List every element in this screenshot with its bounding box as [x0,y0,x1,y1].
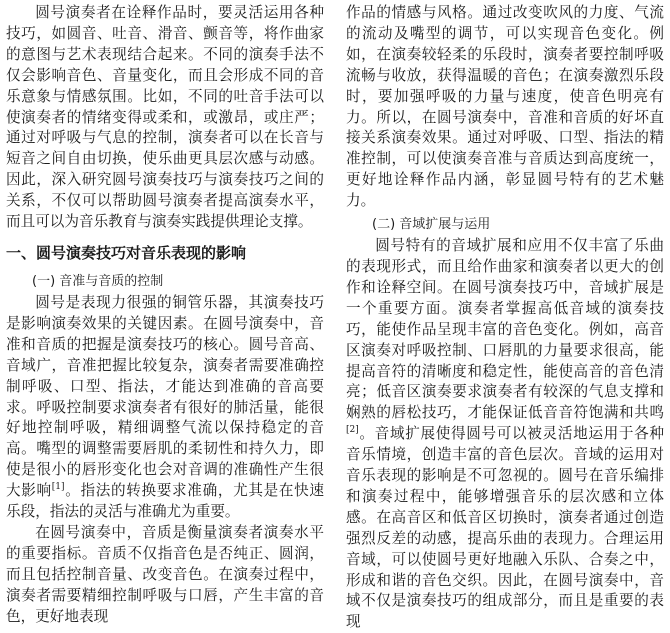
section-heading-1: 一、圆号演奏技巧对音乐表现的影响 [6,243,247,262]
paragraph-tone-quality-continued: 作品的情感与风格。通过改变吹风的力度、气流的流动及嘴型的调节，可以实现音色变化。例如，在演奏较轻柔的乐段时，演奏者要控制呼吸流畅与收放，获得温暖的音色；在演奏激烈乐段时，要加强呼吸的力量与速度，使音色明亮有力。所以，在圆号演奏中，音准和音质的好坏直接关系演奏效果。通过对呼吸、口型、指法的精准控制，可以使演奏音准与音质达到高度统一，更好地诠释作品内涵，彰显圆号特有的艺术魅力。 [346,4,664,210]
paragraph-text-tail: 。音域扩展使得圆号可以被灵活地运用于各种音乐情境，创造丰富的音色层次。音域的运用对音乐表现的影响是不可忽视的。圆号在音乐编排和演奏过程中，能够增强音乐的层次感和立体感。在高音区和低音区切换时，演奏者通过创造强烈反差的动感，提高乐曲的表现力。合理运用音域，可以使圆号更好地融入乐队、合奏之中，形成和谐的音色交织。因此，在圆号演奏中，音域不仅是演奏技巧的组成部分，而且是重要的表现 [346,425,664,631]
citation-2: [2] [346,425,359,436]
paragraph-text: 圆号特有的音域扩展和应用不仅丰富了乐曲的表现形式，而且给作曲家和演奏者以更大的创作和诠释空间。在圆号演奏技巧中，音域扩展是一个重要方面。演奏者掌握高低音域的演奏技巧，能使作品呈现丰富的音色变化。例如，高音区演奏对呼吸控制、口唇肌的力量要求很高，能提高音符的清晰度和稳定性，能使高音的音色清亮；低音区演奏要求演奏者有较深的气息支撑和娴熟的唇松技巧，才能保证低音音符饱满和共鸣 [346,237,664,422]
subsection-heading-2: (二) 音域扩展与运用 [372,217,491,233]
right-column [346,3,664,633]
paragraph-pitch-quality [6,293,324,523]
subsection-heading-1: (一) 音准与音质的控制 [32,273,164,289]
paragraph-tone-quality: 在圆号演奏中，音质是衡量演奏者演奏水平的重要指标。音质不仅指音色是否纯正、圆润，而且包括控制音量、改变音色。在演奏过程中，演奏者需要精细控制呼吸与口唇，产生丰富的音色，更好地表现 [6,523,324,625]
intro-paragraph: 圆号演奏者在诠释作品时，要灵活运用各种技巧，如圆音、吐音、滑音、颤音等，将作曲家的意图与艺术表现结合起来。不同的演奏手法不仅会影响音色、音量变化，而且会形成不同的音乐意象与情感氛围。比如，不同的吐音手法可以使演奏者的情绪变得或柔和，或激昂，或庄严；通过对呼吸与气息的控制，演奏者可以在长音与短音之间自由切换，使乐曲更具层次感与动感。因此，深入研究圆号演奏技巧与演奏技巧之间的关系，不仅可以帮助圆号演奏者提高演奏水平，而且可以为音乐教育与演奏实践提供理论支撑。 [6,4,324,231]
paragraph-text: 圆号是表现力很强的铜管乐器，其演奏技巧是影响演奏效果的关键因素。在圆号演奏中，音准和音质的把握是演奏技巧的核心。圆号音高、音域广，音准把握比较复杂，演奏者需要准确控制呼吸、口型、指法，才能达到准确的音高要求。呼吸控制要求演奏者有很好的肺活量，能很好地控制呼吸，精细调整气流以保持稳定的音高。嘴型的调整需要唇肌的柔韧性和持久力，即使是很小的唇形变化也会对音调的准确性产生很大影响 [6,293,324,500]
citation-1: [1] [51,482,65,493]
paragraph-text-tail: 。指法的转换要求准确，尤其是在快速乐段，指法的灵活与准确尤为重要。 [6,482,324,521]
left-column [6,3,324,627]
paragraph-range-extension [346,236,664,633]
